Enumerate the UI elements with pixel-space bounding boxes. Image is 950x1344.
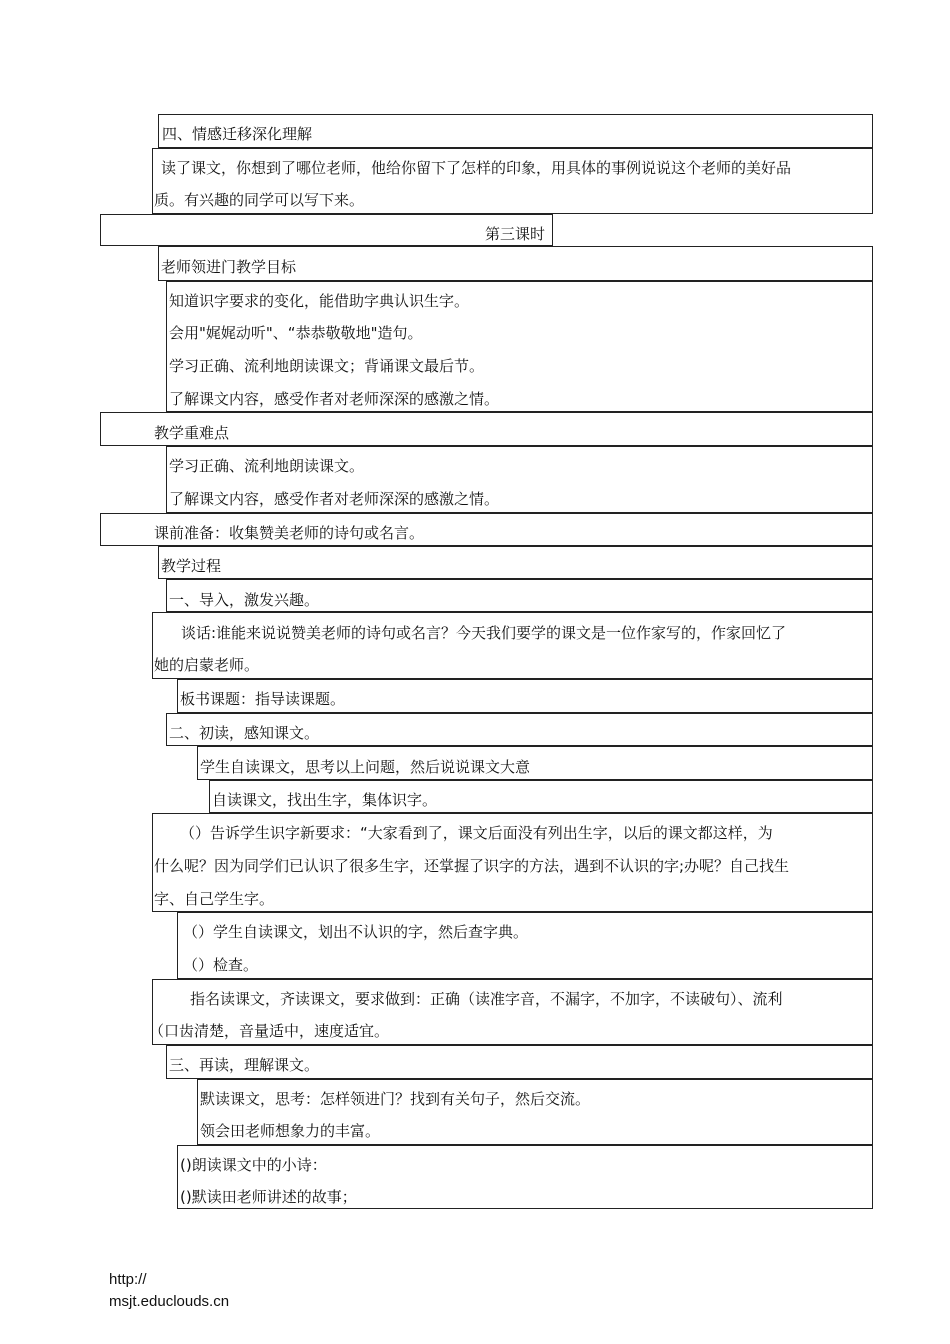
goal-item: 会用"娓娓动听"、“恭恭敬敬地"造句。 xyxy=(169,324,423,342)
goal-item: 学习正确、流利地朗读课文；背诵课文最后节。 xyxy=(169,357,485,375)
lesson3-title: 第三课时 xyxy=(485,225,546,243)
footer-url-line-2: msjt.educlouds.cn xyxy=(109,1293,230,1310)
emotion-title: 四、情感迁移深化理解 xyxy=(162,125,313,143)
prep-text: 课前准备：收集赞美老师的诗句或名言。 xyxy=(154,524,425,542)
step2-c-line-1: （）告诉学生识字新要求：“大家看到了，课文后面没有列出生字，以后的课文都这样，为 xyxy=(180,824,773,842)
step1-text-line-2: 她的启蒙老师。 xyxy=(154,656,260,674)
footer-url-line-1: http:// xyxy=(109,1271,147,1288)
step3-b: 领会田老师想象力的丰富。 xyxy=(200,1122,381,1140)
goal-item: 了解课文内容，感受作者对老师深深的感激之情。 xyxy=(169,390,500,408)
step2-e-line-2: （口齿清楚，音量适中，速度适宜。 xyxy=(149,1022,390,1040)
emotion-text-line-1: 读了课文，你想到了哪位老师，他给你留下了怎样的印象，用具体的事例说说这个老师的美好品 xyxy=(161,159,792,177)
step2-d-line-1: （）学生自读课文，划出不认识的字，然后查字典。 xyxy=(183,923,529,941)
step2-d-line-2: （）检查。 xyxy=(183,956,259,974)
key-point-item: 了解课文内容，感受作者对老师深深的感激之情。 xyxy=(169,490,500,508)
step2-b: 自读课文，找出生字，集体识字。 xyxy=(212,791,438,809)
step1-title: 一、导入，激发兴趣。 xyxy=(169,591,320,609)
step2-c-line-3: 字、自己学生字。 xyxy=(154,890,275,908)
step3-d: ()默读田老师讲述的故事； xyxy=(180,1188,357,1206)
process-title: 教学过程 xyxy=(161,557,222,575)
step2-e-line-1: 指名读课文，齐读课文，要求做到：正确（读准字音，不漏字，不加字，不读破句）、流利 xyxy=(190,990,783,1008)
emotion-text-line-2: 质。有兴趣的同学可以写下来。 xyxy=(154,191,365,209)
step3-c: ()朗读课文中的小诗： xyxy=(180,1156,327,1174)
goals-title: 老师领进门教学目标 xyxy=(161,258,297,276)
step2-a: 学生自读课文，思考以上问题，然后说说课文大意 xyxy=(200,758,531,776)
process-title-box xyxy=(158,546,873,579)
step2-c-line-2: 什么呢？因为同学们已认识了很多生字，还掌握了识字的方法，遇到不认识的字;办呢？自己找生 xyxy=(154,857,790,875)
key-point-item: 学习正确、流利地朗读课文。 xyxy=(169,457,365,475)
key-title: 教学重难点 xyxy=(154,424,230,442)
step3-title: 三、再读，理解课文。 xyxy=(169,1056,320,1074)
step2-title: 二、初读，感知课文。 xyxy=(169,724,320,742)
goal-item: 知道识字要求的变化，能借助字典认识生字。 xyxy=(169,292,470,310)
step1-board: 板书课题：指导读课题。 xyxy=(180,690,346,708)
step1-text-line-1: 谈话:谁能来说说赞美老师的诗句或名言？今天我们要学的课文是一位作家写的，作家回忆了 xyxy=(181,624,787,642)
step3-a: 默读课文，思考：怎样领进门？找到有关句子，然后交流。 xyxy=(200,1090,591,1108)
